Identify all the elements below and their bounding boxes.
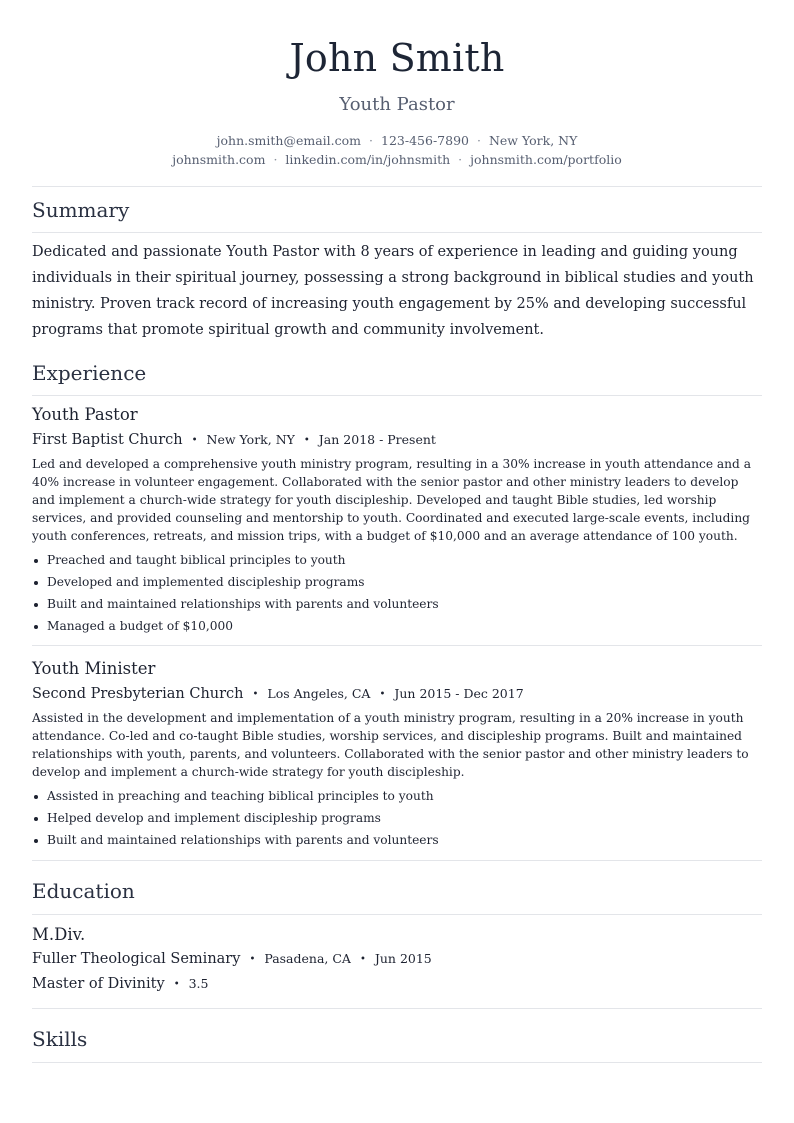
school-location: Pasadena, CA (264, 951, 351, 966)
job-description: Assisted in the development and implementation of a youth ministry program, resulting in a 20% increase in youth attendance. Co-led and co-taught Bible studies, worship services, and discipleship programs. Built and maintained relationships with youth, parents, and volunteers. Collaborated with the senior pastor and other ministry leaders to develop and implement a church-wide strategy for youth discipleship. (32, 711, 749, 779)
graduation-date: Jun 2015 (374, 951, 432, 966)
list-item: Managed a budget of $10,000 (32, 615, 762, 637)
meta-dot: • (173, 979, 180, 990)
website-link[interactable]: johnsmith.com (172, 152, 266, 167)
skills-heading: Skills (32, 1027, 88, 1051)
job-entry (32, 658, 762, 851)
job-dates: Jan 2018 - Present (318, 432, 436, 447)
candidate-name: John Smith (289, 36, 505, 80)
location-text: New York, NY (488, 133, 578, 148)
list-item: Built and maintained relationships with parents and volunteers (32, 829, 762, 851)
meta-dot: • (191, 435, 198, 446)
school-name: Fuller Theological Seminary (32, 951, 241, 967)
portfolio-link[interactable]: johnsmith.com/portfolio (470, 152, 622, 167)
job-title: Youth Minister (32, 659, 156, 678)
job-organization: Second Presbyterian Church (32, 686, 244, 702)
list-item: Helped develop and implement discipleship programs (32, 807, 762, 829)
education-heading: Education (32, 879, 135, 903)
job-location: New York, NY (206, 432, 295, 447)
contact-separator: · (369, 133, 373, 148)
summary-heading: Summary (32, 198, 130, 222)
contact-line-1 (32, 131, 762, 150)
divider (32, 645, 762, 646)
divider (32, 186, 762, 187)
job-meta (32, 430, 762, 452)
list-item: Built and maintained relationships with parents and volunteers (32, 593, 762, 615)
job-meta (32, 684, 762, 706)
divider (32, 1008, 762, 1009)
education-meta (32, 949, 762, 971)
email-link[interactable]: john.smith@email.com (216, 133, 362, 148)
contact-separator: · (273, 152, 278, 167)
divider (32, 232, 762, 233)
resume-header (32, 0, 762, 169)
degree-title: M.Div. (32, 925, 86, 944)
phone-text: 123-456-7890 (381, 133, 469, 148)
education-detail (32, 974, 762, 996)
job-location: Los Angeles, CA (267, 686, 371, 701)
meta-dot: • (252, 689, 259, 700)
contact-line-2 (32, 150, 762, 169)
meta-dot: • (379, 689, 386, 700)
divider (32, 1062, 762, 1063)
meta-dot: • (249, 954, 256, 965)
list-item: Developed and implemented discipleship programs (32, 571, 762, 593)
job-bullets (32, 549, 762, 637)
list-item: Preached and taught biblical principles to youth (32, 549, 762, 571)
meta-dot: • (303, 435, 310, 446)
divider (32, 860, 762, 861)
contact-separator: · (458, 152, 463, 167)
list-item: Assisted in preaching and teaching biblical principles to youth (32, 785, 762, 807)
candidate-role: Youth Pastor (339, 94, 455, 115)
job-bullets (32, 785, 762, 851)
job-organization: First Baptist Church (32, 432, 183, 448)
job-title: Youth Pastor (32, 405, 138, 424)
meta-dot: • (359, 954, 366, 965)
degree-field: Master of Divinity (32, 976, 165, 992)
divider (32, 395, 762, 396)
experience-heading: Experience (32, 361, 147, 385)
job-description: Led and developed a comprehensive youth ministry program, resulting in a 30% increase in youth attendance and a 40% increase in volunteer engagement. Collaborated with the senior pastor and other ministry leaders to develop and implement a church-wide strategy for youth discipleship. Developed and taught Bible studies, led worship services, and provided counseling and mentorship to youth. Coordinated and executed large-scale events, including youth conferences, retreats, and mission trips, with a budget of $10,000 and an average attendance of 100 youth. (32, 457, 751, 543)
divider (32, 914, 762, 915)
contact-separator: · (476, 133, 481, 148)
job-entry (32, 404, 762, 637)
job-dates: Jun 2015 - Dec 2017 (394, 686, 524, 701)
linkedin-link[interactable]: linkedin.com/in/johnsmith (285, 152, 451, 167)
summary-text: Dedicated and passionate Youth Pastor with 8 years of experience in leading and guiding young individuals in their spiritual journey, possessing a strong background in biblical studies and youth ministry. Proven track record of increasing youth engagement by 25% and developing successful programs that promote spiritual growth and community involvement. (32, 244, 754, 338)
gpa-value: 3.5 (188, 976, 209, 991)
education-entry (32, 924, 762, 996)
